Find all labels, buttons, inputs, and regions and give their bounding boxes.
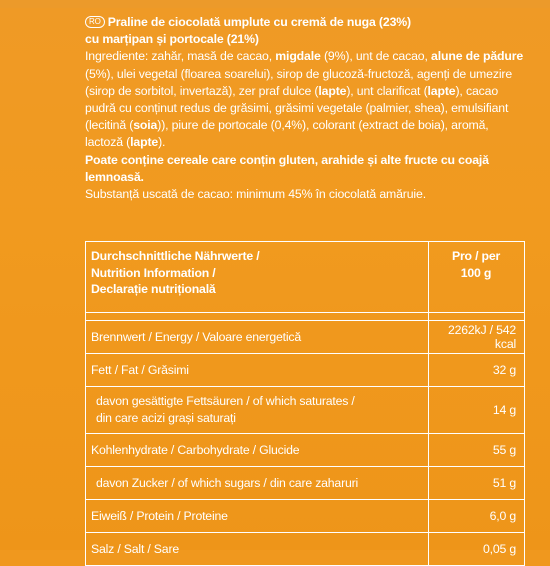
- language-badge: RO: [85, 16, 105, 28]
- allergen-warning: Poate conține cereale care conțin gluten, arahide și alte fructe cu coajă lemnoasă.: [85, 152, 489, 184]
- row-value: 0,05 g: [429, 533, 525, 566]
- nutrition-header-label: [86, 242, 429, 313]
- row-value: 55 g: [429, 434, 525, 467]
- header-label-line: Declarație nutrițională: [91, 282, 216, 296]
- allergen-milk: lapte: [130, 135, 159, 150]
- row-label: Brennwert / Energy / Valoare energetică: [86, 321, 429, 354]
- row-value: 2262kJ / 542 kcal: [429, 321, 525, 354]
- ingredients-text: (5%), ulei vegetal (floarea soarelui), sirop de glucoză-fructoză, agenți de umezire (sirop de sorbitol, invertază), zer praf dulce (: [85, 66, 513, 98]
- nutrition-header-value: [429, 242, 525, 313]
- row-value: 32 g: [429, 354, 525, 387]
- table-row: [86, 387, 525, 434]
- header-label-line: Durchschnittliche Nährwerte /: [91, 249, 260, 263]
- header-value-line: Pro / per: [451, 249, 501, 263]
- product-title-line-1: Praline de ciocolată umplute cu cremă de nuga (23%): [107, 15, 411, 29]
- row-label: Kohlenhydrate / Carbohydrate / Glucide: [86, 434, 429, 467]
- ingredients-text: )), piure de portocale (0,4%), colorant (extract de boia), aromă, lactoză (: [85, 118, 489, 150]
- allergen-milk: lapte: [427, 83, 456, 98]
- row-value: 6,0 g: [429, 500, 525, 533]
- ingredients-text: ).: [158, 135, 166, 150]
- top-edge: [0, 0, 550, 8]
- table-row: [86, 467, 525, 500]
- row-label: Salz / Salt / Sare: [86, 533, 429, 566]
- nutrition-table: [85, 241, 525, 566]
- row-label-line: davon gesättigte Fettsäuren / of which saturates /: [96, 394, 355, 408]
- allergen-soy: soia: [133, 118, 158, 133]
- row-label: Fett / Fat / Grăsimi: [86, 354, 429, 387]
- ingredients-text: Ingrediente: zahăr, masă de cacao,: [85, 49, 276, 64]
- table-row: [86, 500, 525, 533]
- nutrition-header-row: [86, 242, 525, 313]
- spacer-cell: [86, 313, 429, 321]
- ingredients-text: ), unt clarificat (: [346, 83, 428, 98]
- header-label-line: Nutrition Information /: [91, 265, 216, 280]
- row-label: [86, 387, 429, 434]
- row-value: 51 g: [429, 467, 525, 500]
- ingredients-list: [85, 48, 525, 151]
- allergen-milk: lapte: [318, 83, 347, 98]
- allergen-almonds: migdale: [275, 49, 321, 64]
- cocoa-note: Substanță uscată de cacao: minimum 45% în ciocolată amăruie.: [85, 187, 426, 202]
- row-label: Eiweiß / Protein / Proteine: [86, 500, 429, 533]
- row-label-line: din care acizi grași saturați: [96, 411, 236, 425]
- row-label: davon Zucker / of which sugars / din care zaharuri: [86, 467, 429, 500]
- table-row: [86, 354, 525, 387]
- table-row: [86, 533, 525, 566]
- table-spacer: [86, 313, 525, 321]
- header-value-line: 100 g: [460, 265, 492, 280]
- allergen-hazelnuts: alune de pădure: [431, 49, 524, 64]
- product-title-line-2: cu marțipan și portocale (21%): [85, 32, 259, 47]
- table-row: [86, 321, 525, 354]
- table-row: [86, 434, 525, 467]
- ingredients-text: (9%), unt de cacao,: [320, 49, 432, 64]
- ingredients-text: ), cacao pudră cu conținut redus de grăsimi, grăsimi vegetale (palmier, shea), emulsifiant (lecitină (: [85, 83, 509, 133]
- spacer-cell: [429, 313, 525, 321]
- product-title: [85, 14, 525, 48]
- row-value: 14 g: [429, 387, 525, 434]
- ingredients-block: [85, 14, 525, 203]
